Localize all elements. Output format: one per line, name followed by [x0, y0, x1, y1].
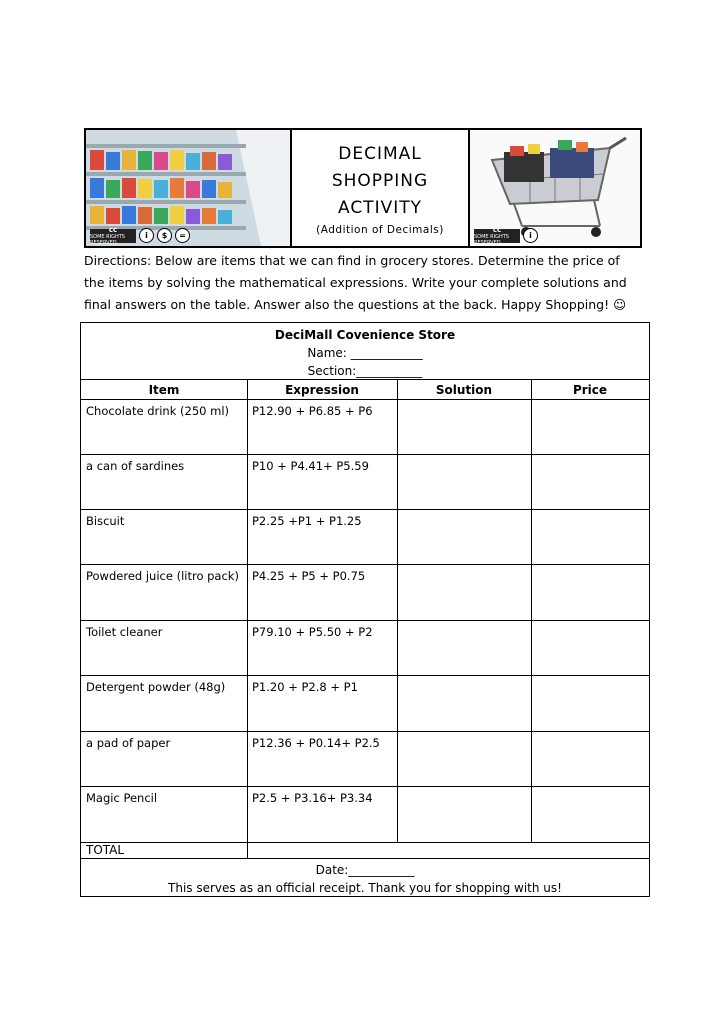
item-cell: Powdered juice (litro pack)	[86, 569, 239, 583]
item-cell: Chocolate drink (250 ml)	[86, 404, 229, 418]
item-cell: a pad of paper	[86, 736, 171, 750]
grocery-aisle-image	[86, 130, 292, 246]
banner-title-block	[292, 130, 468, 246]
cc-license-badge	[90, 225, 190, 246]
header-banner	[84, 128, 642, 248]
price-cell[interactable]	[531, 676, 649, 731]
solution-cell[interactable]	[397, 455, 531, 509]
receipt-footer	[81, 858, 649, 897]
item-cell: Biscuit	[86, 514, 125, 528]
price-cell[interactable]	[531, 400, 649, 454]
solution-cell[interactable]	[397, 400, 531, 454]
cc-logo-box-2: cc SOME RIGHTS RESERVED	[474, 229, 520, 243]
shopping-cart-image	[468, 130, 640, 246]
table-row	[81, 399, 649, 454]
shopping-table	[80, 322, 650, 897]
price-cell[interactable]	[531, 455, 649, 509]
cc-logo-box: cc SOME RIGHTS RESERVED	[90, 229, 136, 243]
title-line-2: SHOPPING	[331, 170, 429, 191]
item-cell: Magic Pencil	[86, 791, 158, 805]
noncommercial-icon: $	[157, 228, 172, 243]
expression-cell: P12.36 + P0.14+ P2.5	[252, 736, 380, 750]
table-row	[81, 454, 649, 509]
price-cell[interactable]	[531, 621, 649, 675]
solution-cell[interactable]	[397, 732, 531, 786]
expression-cell: P12.90 + P6.85 + P6	[252, 404, 373, 418]
attribution-icon-2: i	[523, 228, 538, 243]
item-cell: Toilet cleaner	[86, 625, 163, 639]
expression-cell: P2.5 + P3.16+ P3.34	[252, 791, 373, 805]
sharealike-icon: =	[175, 228, 190, 243]
store-name: DeciMall Covenience Store	[274, 328, 456, 342]
table-row	[81, 731, 649, 786]
item-cell: a can of sardines	[86, 459, 185, 473]
table-row	[81, 675, 649, 731]
expression-cell: P79.10 + P5.50 + P2	[252, 625, 373, 639]
item-cell: Detergent powder (48g)	[86, 680, 226, 694]
solution-cell[interactable]	[397, 621, 531, 675]
column-header-item: Item	[81, 379, 247, 399]
price-cell[interactable]	[531, 510, 649, 564]
table-row	[81, 509, 649, 564]
title-line-3: ACTIVITY	[337, 197, 422, 218]
solution-cell[interactable]	[397, 510, 531, 564]
solution-cell[interactable]	[397, 565, 531, 620]
total-row	[81, 842, 649, 858]
solution-cell[interactable]	[397, 787, 531, 842]
table-row	[81, 620, 649, 675]
column-header-price: Price	[531, 379, 649, 399]
name-line[interactable]: Name: ____________	[307, 346, 423, 360]
column-header-solution: Solution	[397, 379, 531, 399]
directions-text: Directions: Below are items that we can find in grocery stores. Determine the price of the items by solving the mathematical expressions. Write your complete solutions and final answers on the table. Answer also the questions at the back. Happy Shopping! ☺	[84, 253, 627, 312]
total-label: TOTAL	[86, 843, 125, 857]
table-row	[81, 786, 649, 842]
column-header-expression: Expression	[247, 379, 397, 399]
price-cell[interactable]	[531, 732, 649, 786]
date-line[interactable]: Date:___________	[315, 863, 415, 877]
expression-cell: P4.25 + P5 + P0.75	[252, 569, 366, 583]
table-row	[81, 564, 649, 620]
total-value-cell[interactable]	[247, 843, 649, 858]
solution-cell[interactable]	[397, 676, 531, 731]
expression-cell: P2.25 +P1 + P1.25	[252, 514, 362, 528]
receipt-note: This serves as an official receipt. Thank you for shopping with us!	[168, 881, 562, 895]
section-line[interactable]: Section:___________	[307, 364, 423, 378]
attribution-icon: i	[139, 228, 154, 243]
cc-license-badge-2	[474, 225, 538, 246]
expression-cell: P10 + P4.41+ P5.59	[252, 459, 369, 473]
title-line-1: DECIMAL	[338, 143, 422, 164]
subtitle: (Addition of Decimals)	[316, 223, 444, 236]
price-cell[interactable]	[531, 565, 649, 620]
price-cell[interactable]	[531, 787, 649, 842]
expression-cell: P1.20 + P2.8 + P1	[252, 680, 358, 694]
store-header	[81, 323, 649, 379]
